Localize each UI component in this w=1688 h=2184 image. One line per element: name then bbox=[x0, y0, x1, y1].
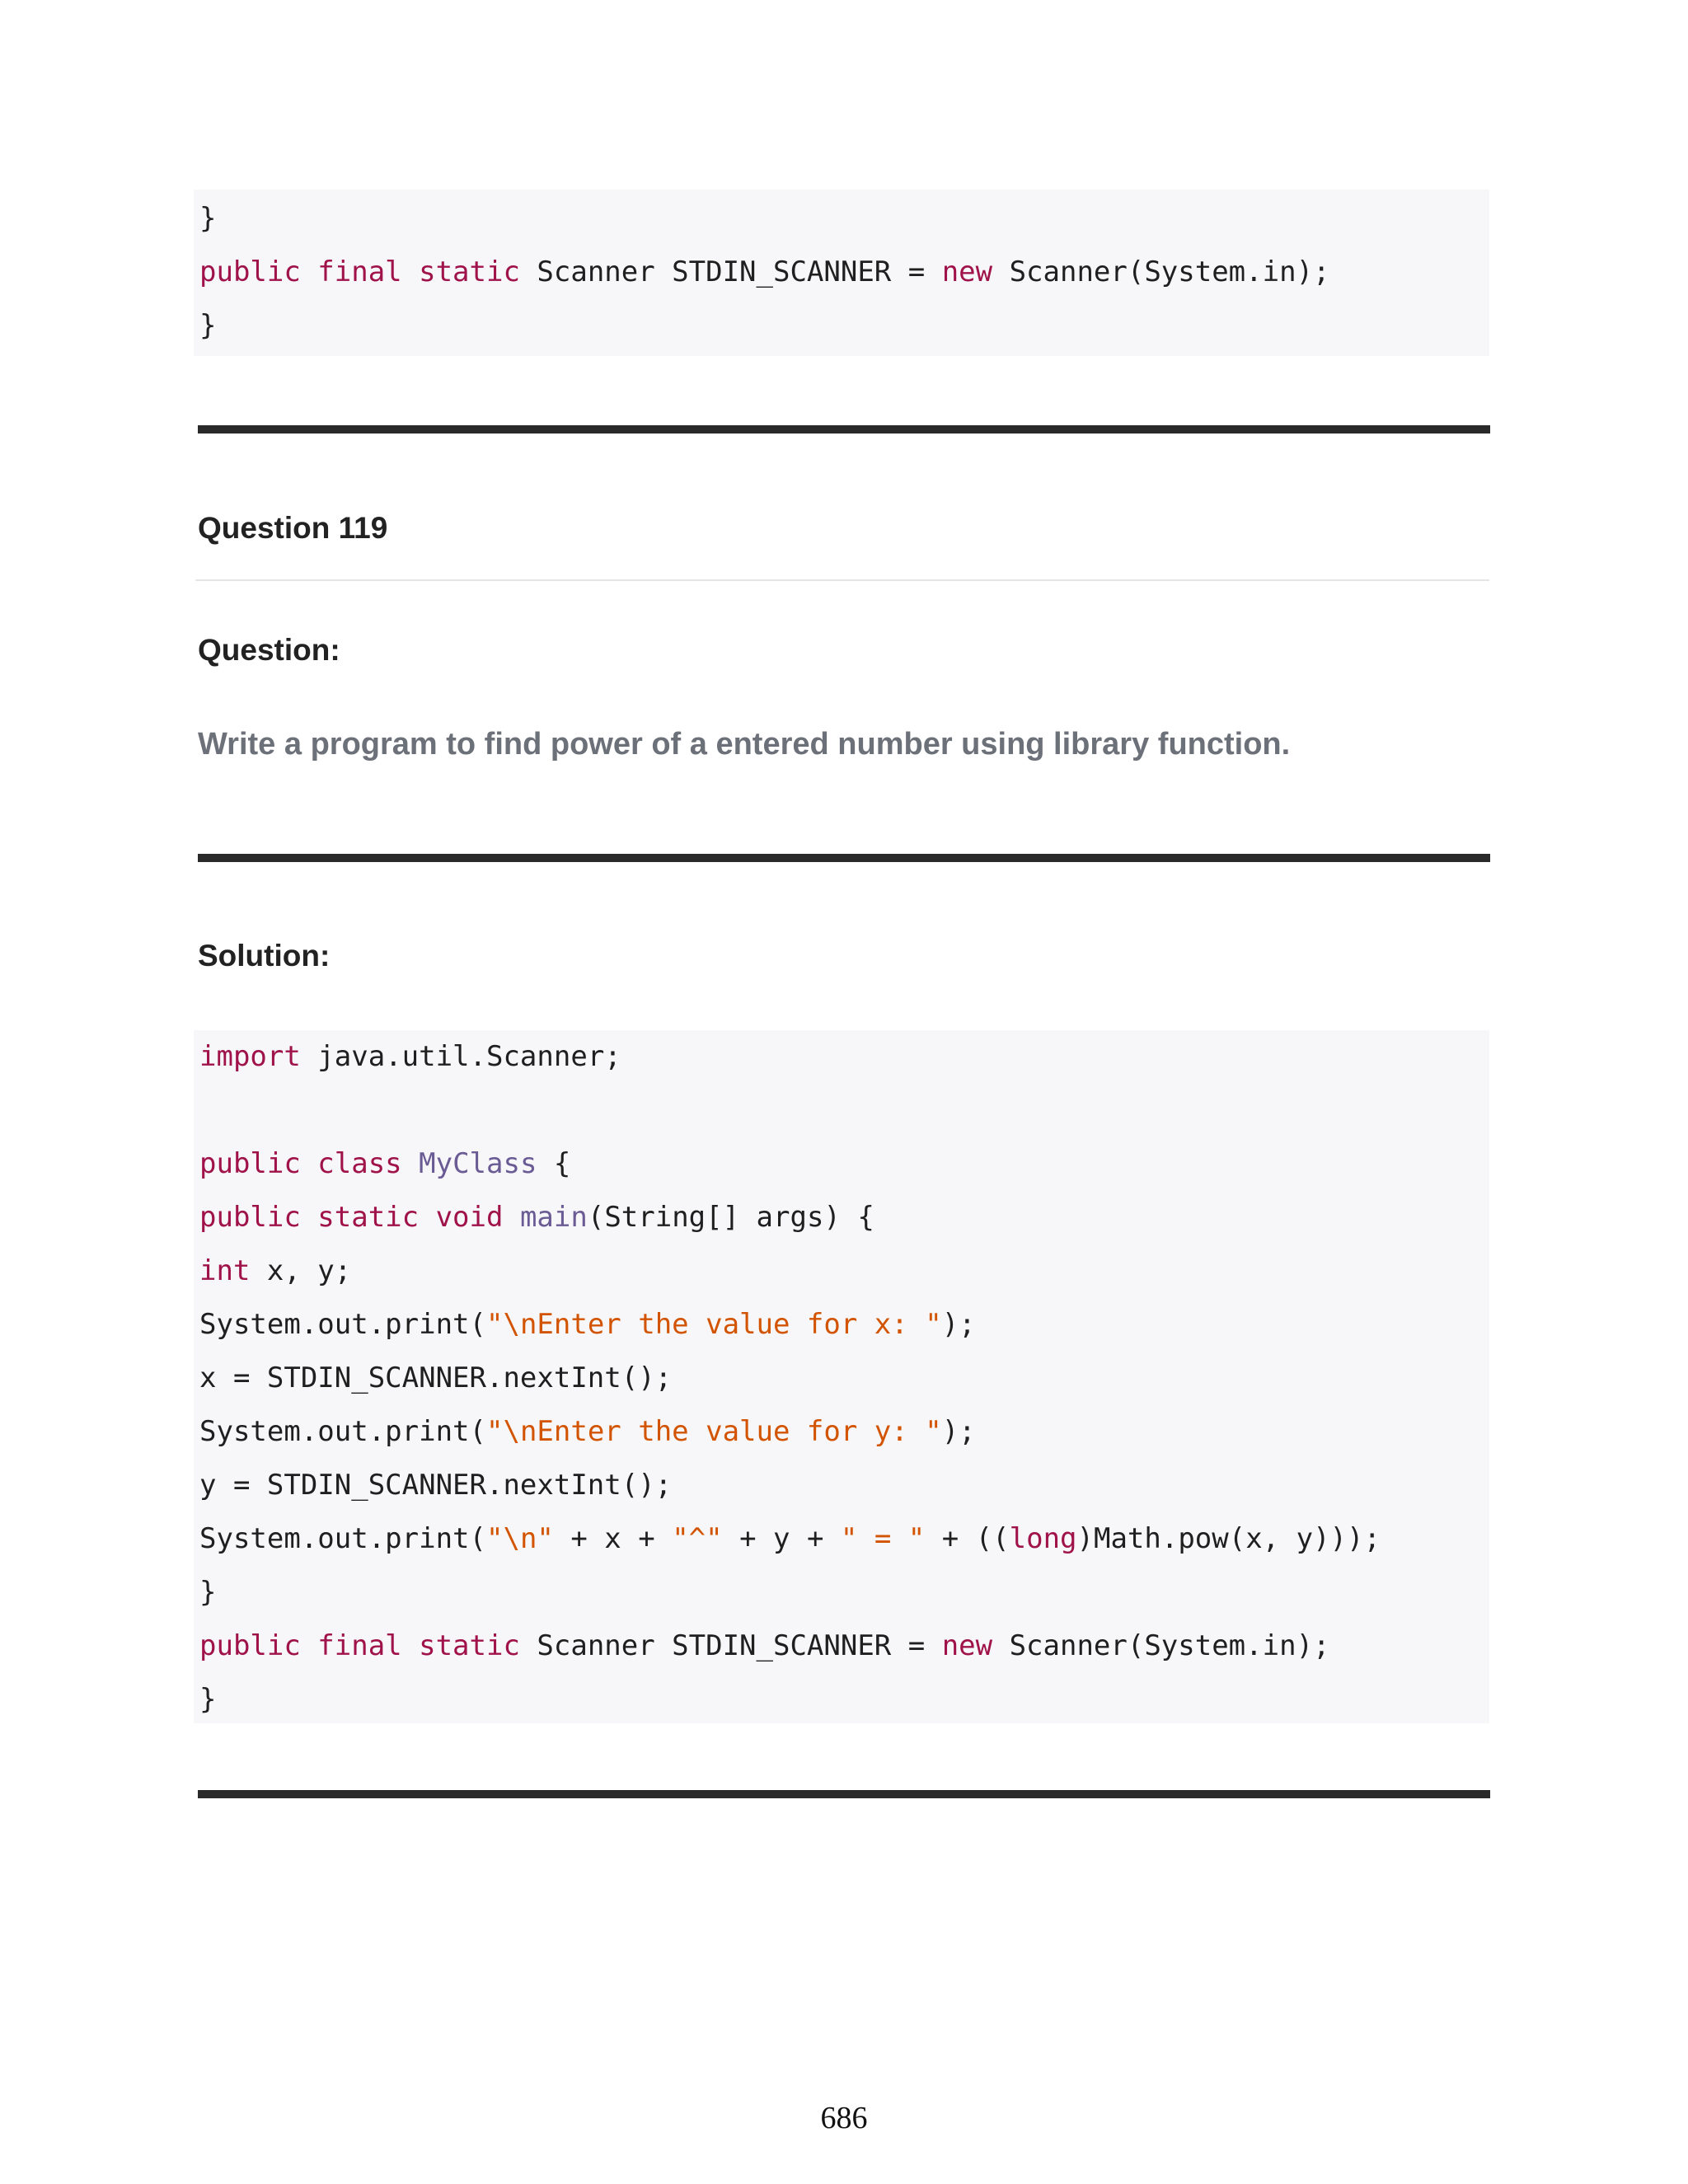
code-line bbox=[199, 1619, 1489, 1673]
code-token: } bbox=[199, 309, 217, 342]
code-token: + (( bbox=[925, 1522, 1010, 1555]
code-token: import bbox=[199, 1040, 301, 1073]
code-line bbox=[199, 299, 1489, 353]
question-label: Question: bbox=[198, 633, 340, 667]
code-token: "\n" bbox=[486, 1522, 554, 1555]
code-line bbox=[199, 1459, 1489, 1512]
code-token bbox=[503, 1201, 519, 1234]
code-line bbox=[199, 1566, 1489, 1619]
code-token: "\nEnter the value for y: " bbox=[486, 1415, 942, 1448]
section-divider bbox=[198, 1790, 1490, 1798]
code-token: y = STDIN_SCANNER.nextInt(); bbox=[199, 1469, 673, 1502]
code-token: + x + bbox=[553, 1522, 673, 1555]
code-token: long bbox=[1009, 1522, 1077, 1555]
solution-code-block bbox=[194, 1030, 1489, 1723]
code-line bbox=[199, 192, 1489, 246]
code-token: (String[] args) { bbox=[587, 1201, 874, 1234]
code-line bbox=[199, 1673, 1489, 1727]
code-line bbox=[199, 1191, 1489, 1244]
code-token: Scanner STDIN_SCANNER = bbox=[519, 255, 942, 288]
code-line bbox=[199, 246, 1489, 299]
code-token: x, y; bbox=[250, 1254, 352, 1287]
code-line bbox=[199, 1030, 1489, 1084]
code-token: ); bbox=[941, 1308, 976, 1341]
code-token: public final static bbox=[199, 1629, 520, 1662]
code-line bbox=[199, 1512, 1489, 1566]
code-token: "\nEnter the value for x: " bbox=[486, 1308, 942, 1341]
code-token: new bbox=[941, 1629, 993, 1662]
code-token: { bbox=[537, 1147, 571, 1180]
question-number-heading: Question 119 bbox=[198, 511, 388, 545]
code-line bbox=[199, 1244, 1489, 1298]
code-line bbox=[199, 1137, 1489, 1191]
code-token: java.util.Scanner; bbox=[300, 1040, 621, 1073]
code-token: "^" bbox=[672, 1522, 723, 1555]
code-line bbox=[199, 1298, 1489, 1352]
code-line bbox=[199, 1352, 1489, 1405]
code-token bbox=[402, 1147, 419, 1180]
code-token: )Math.pow(x, y))); bbox=[1076, 1522, 1381, 1555]
code-token: int bbox=[199, 1254, 251, 1287]
code-line bbox=[199, 1405, 1489, 1459]
code-token: public class bbox=[199, 1147, 402, 1180]
code-token: } bbox=[199, 1683, 217, 1716]
code-token: Scanner(System.in); bbox=[992, 1629, 1330, 1662]
code-token: public final static bbox=[199, 255, 520, 288]
code-token: Scanner(System.in); bbox=[992, 255, 1330, 288]
code-token: public static void bbox=[199, 1201, 504, 1234]
page-number: 686 bbox=[820, 2101, 868, 2135]
code-token: ); bbox=[941, 1415, 976, 1448]
previous-code-block bbox=[194, 190, 1489, 356]
code-token: " = " bbox=[840, 1522, 926, 1555]
section-divider bbox=[198, 854, 1490, 862]
code-token: new bbox=[941, 255, 993, 288]
code-token: MyClass bbox=[419, 1147, 537, 1180]
question-text: Write a program to find power of a entered number using library function. bbox=[198, 727, 1291, 762]
solution-label: Solution: bbox=[198, 939, 331, 972]
code-token: System.out.print( bbox=[199, 1308, 486, 1341]
code-token: Scanner STDIN_SCANNER = bbox=[519, 1629, 942, 1662]
code-token: System.out.print( bbox=[199, 1522, 486, 1555]
code-line bbox=[199, 1084, 1489, 1137]
code-token: } bbox=[199, 202, 217, 235]
heading-underline bbox=[195, 579, 1489, 581]
code-token: + y + bbox=[722, 1522, 841, 1555]
code-token: x = STDIN_SCANNER.nextInt(); bbox=[199, 1361, 673, 1394]
code-token: main bbox=[519, 1201, 588, 1234]
code-token: } bbox=[199, 1576, 217, 1609]
code-token: System.out.print( bbox=[199, 1415, 486, 1448]
section-divider bbox=[198, 425, 1490, 434]
